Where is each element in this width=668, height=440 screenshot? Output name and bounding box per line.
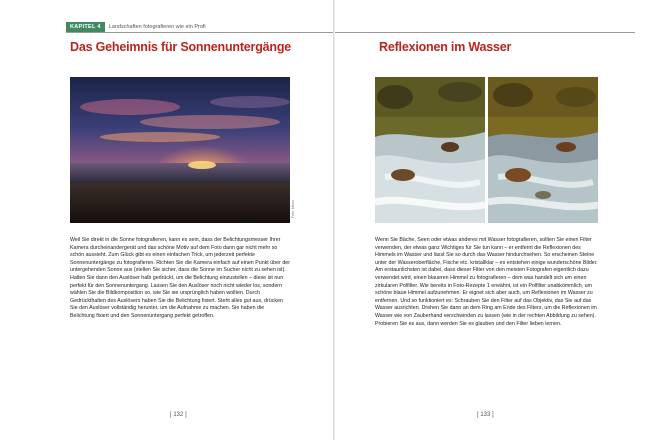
chapter-title: Landschaften fotografieren wie ein Profi <box>108 24 206 30</box>
left-body-text: Weil Sie direkt in die Sonne fotografieren, kann es sein, dass der Belichtungsmesser Ihrer Kamera durcheinandergerät und das schöne Motiv auf dem Foto dann gar nicht mehr so schön aussieht. Zum Glück gibt es einen einfachen Trick, um jederzeit perfekte Sonnenuntergänge zu fotografieren. Richten Sie die Kamera einfach auf einen Punkt über der untergehenden Sonne aus (stellen Sie sicher, dass die Sonne im Sucher nicht zu sehen ist). Halten Sie dann den Auslöser halb gedrückt, um die Belichtung einzustellen – diese ist nun perfekt für den Sonnenuntergang. Lassen Sie den Auslöser noch nicht wieder los, sondern wählen Sie die Bildkomposition so, wie Sie sie ursprünglich haben wollten. Durch Gedrückthalten des Auslösers haben Sie die Belichtung fixiert. Steht alles gut aus, drücken Sie den Auslöser vollständig herunter, um die Aufnahme zu machen. Sie haben die Belichtung fixiert und den Sonnenuntergang perfekt getroffen. <box>70 237 290 319</box>
photo-credit: Foto: Nikon <box>291 200 295 218</box>
left-heading: Das Geheimnis für Sonnenuntergänge <box>70 40 292 54</box>
book-gutter <box>333 0 335 440</box>
left-page-number: [ 132 ] <box>170 412 187 418</box>
header-rule-left <box>66 32 333 33</box>
right-body-text: Wenn Sie Bäche, Seen oder etwas anderes mit Wasser fotografieren, sollten Sie einen Filter verwenden, der etwas ganz Wichtiges für Sie tun kann – er entfernt die Reflexionen des Himmels im Wasser und lässt Sie so durch das Wasser hindurchsehen. So erscheinen Steine unter der Wasseroberfläche, Fische etc. kristallklar – es entstehen einige wunderschöne Bilder. Am erstaunlichsten ist dabei, dass dieser Filter von den meisten Fotografen eigentlich dazu verwendet wird, einen blaueren Himmel zu fotografieren – dem was handelt sich um einen zirkularen Polfilter. Wie bereits in Foto-Rezepte 1 erwähnt, ist ein Polfilter unabkömmlich, um schöne blaue Himmel aufzunehmen. Er eignet sich aber auch, um Reflexionen im Wasser zu entfernen. Und so funktioniert es: Schrauben Sie den Filter auf das Objektiv, das Sie auf das Wasser ausrichten. Drehen Sie dann an dem Ring am Ende des Filters, um die Reflexionen im Wasser wie von Zauberhand verschwinden zu lassen (wie in der rechten Abbildung zu sehen). Probieren Sie es aus, dann werden Sie es glauben und den Filter lieben lernen. <box>375 237 598 327</box>
river-photo-without-filter <box>375 77 485 223</box>
chapter-label: KAPITEL 4 <box>66 22 105 32</box>
sunset-photo <box>70 77 290 223</box>
river-photo-with-polarizer <box>488 77 598 223</box>
chapter-header <box>66 22 206 32</box>
right-heading: Reflexionen im Wasser <box>379 40 512 54</box>
header-rule-right <box>335 32 635 33</box>
right-page-number: [ 133 ] <box>477 412 494 418</box>
